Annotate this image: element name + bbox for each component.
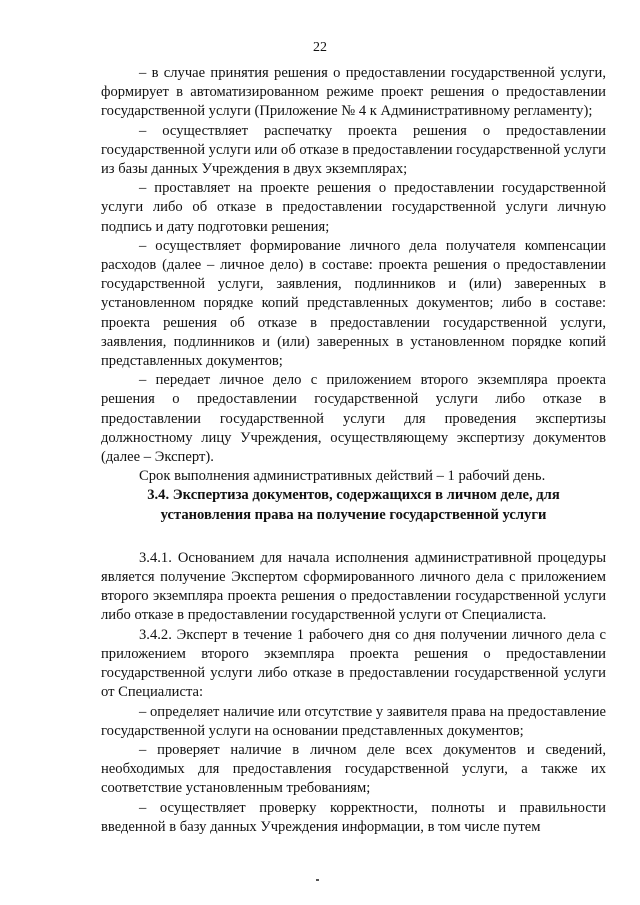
paragraph-form-personal-file: – осуществляет формирование личного дела получателя компенсации расходов (далее – личное дело) в составе: проекта решения о предоставлении государственной услуги, заявления, подлинников и (или) заверенных в установленном порядке копий представленных документов; либо в составе: проекта решения об отказе в предоставлении государственной услуги, заявления, подлинников и (или) заверенных в установленном порядке копий представленных документов;: [101, 237, 606, 370]
paragraph-3-4-1: 3.4.1. Основанием для начала исполнения административной процедуры является получение Экспертом сформированного личного дела с приложением второго экземпляра проекта решения о предоставлении государственной услуги либо отказе в предоставлении государственной услуги от Специалиста.: [101, 549, 606, 624]
paragraph-sign-decision: – проставляет на проекте решения о предоставлении государственной услуги либо об отказе в предоставлении государственной услуги личную подпись и дату подготовки решения;: [101, 180, 606, 235]
paragraph-draft-decision: – в случае принятия решения о предоставлении государственной услуги, формирует в автоматизированном режиме проект решения о предоставлении государственной услуги (Приложение № 4 к Административному регламенту);: [101, 65, 606, 120]
scan-speck: [316, 879, 319, 881]
page-body: [101, 64, 606, 837]
paragraph-print-decision: – осуществляет распечатку проекта решения о предоставлении государственной услуги или об отказе в предоставлении государственной услуги из базы данных Учреждения в двух экземплярах;: [101, 122, 606, 178]
paragraph-determine-right: – определяет наличие или отсутствие у заявителя права на предоставление государственной услуги на основании представленных документов;: [101, 703, 606, 739]
page-number: 22: [313, 40, 327, 55]
paragraph-deadline: Срок выполнения административных действий – 1 рабочий день.: [139, 468, 546, 485]
paragraph-verify-data: – осуществляет проверку корректности, полноты и правильности введенной в базу данных Учреждения информации, в том числе путем: [101, 799, 606, 835]
paragraph-transfer-to-expert: – передает личное дело с приложением второго экземпляра проекта решения о предоставлении государственной услуги либо отказе в предоставлении государственной услуги для проведения экспертизы должностному лицу Учреждения, осуществляющему экспертизу документов (далее – Эксперт).: [101, 372, 606, 466]
section-heading: 3.4. Экспертиза документов, содержащихся в личном деле, для установления права на получение государственной услуги: [147, 487, 560, 523]
paragraph-3-4-2: 3.4.2. Эксперт в течение 1 рабочего дня со дня получении личного дела с приложением второго экземпляра проекта решения о предоставлении государственной услуги либо отказе в предоставлении государственной услуги от Специалиста:: [101, 626, 606, 701]
paragraph-check-documents: – проверяет наличие в личном деле всех документов и сведений, необходимых для предоставления государственной услуги, а также их соответствие установленным требованиям;: [101, 741, 606, 797]
